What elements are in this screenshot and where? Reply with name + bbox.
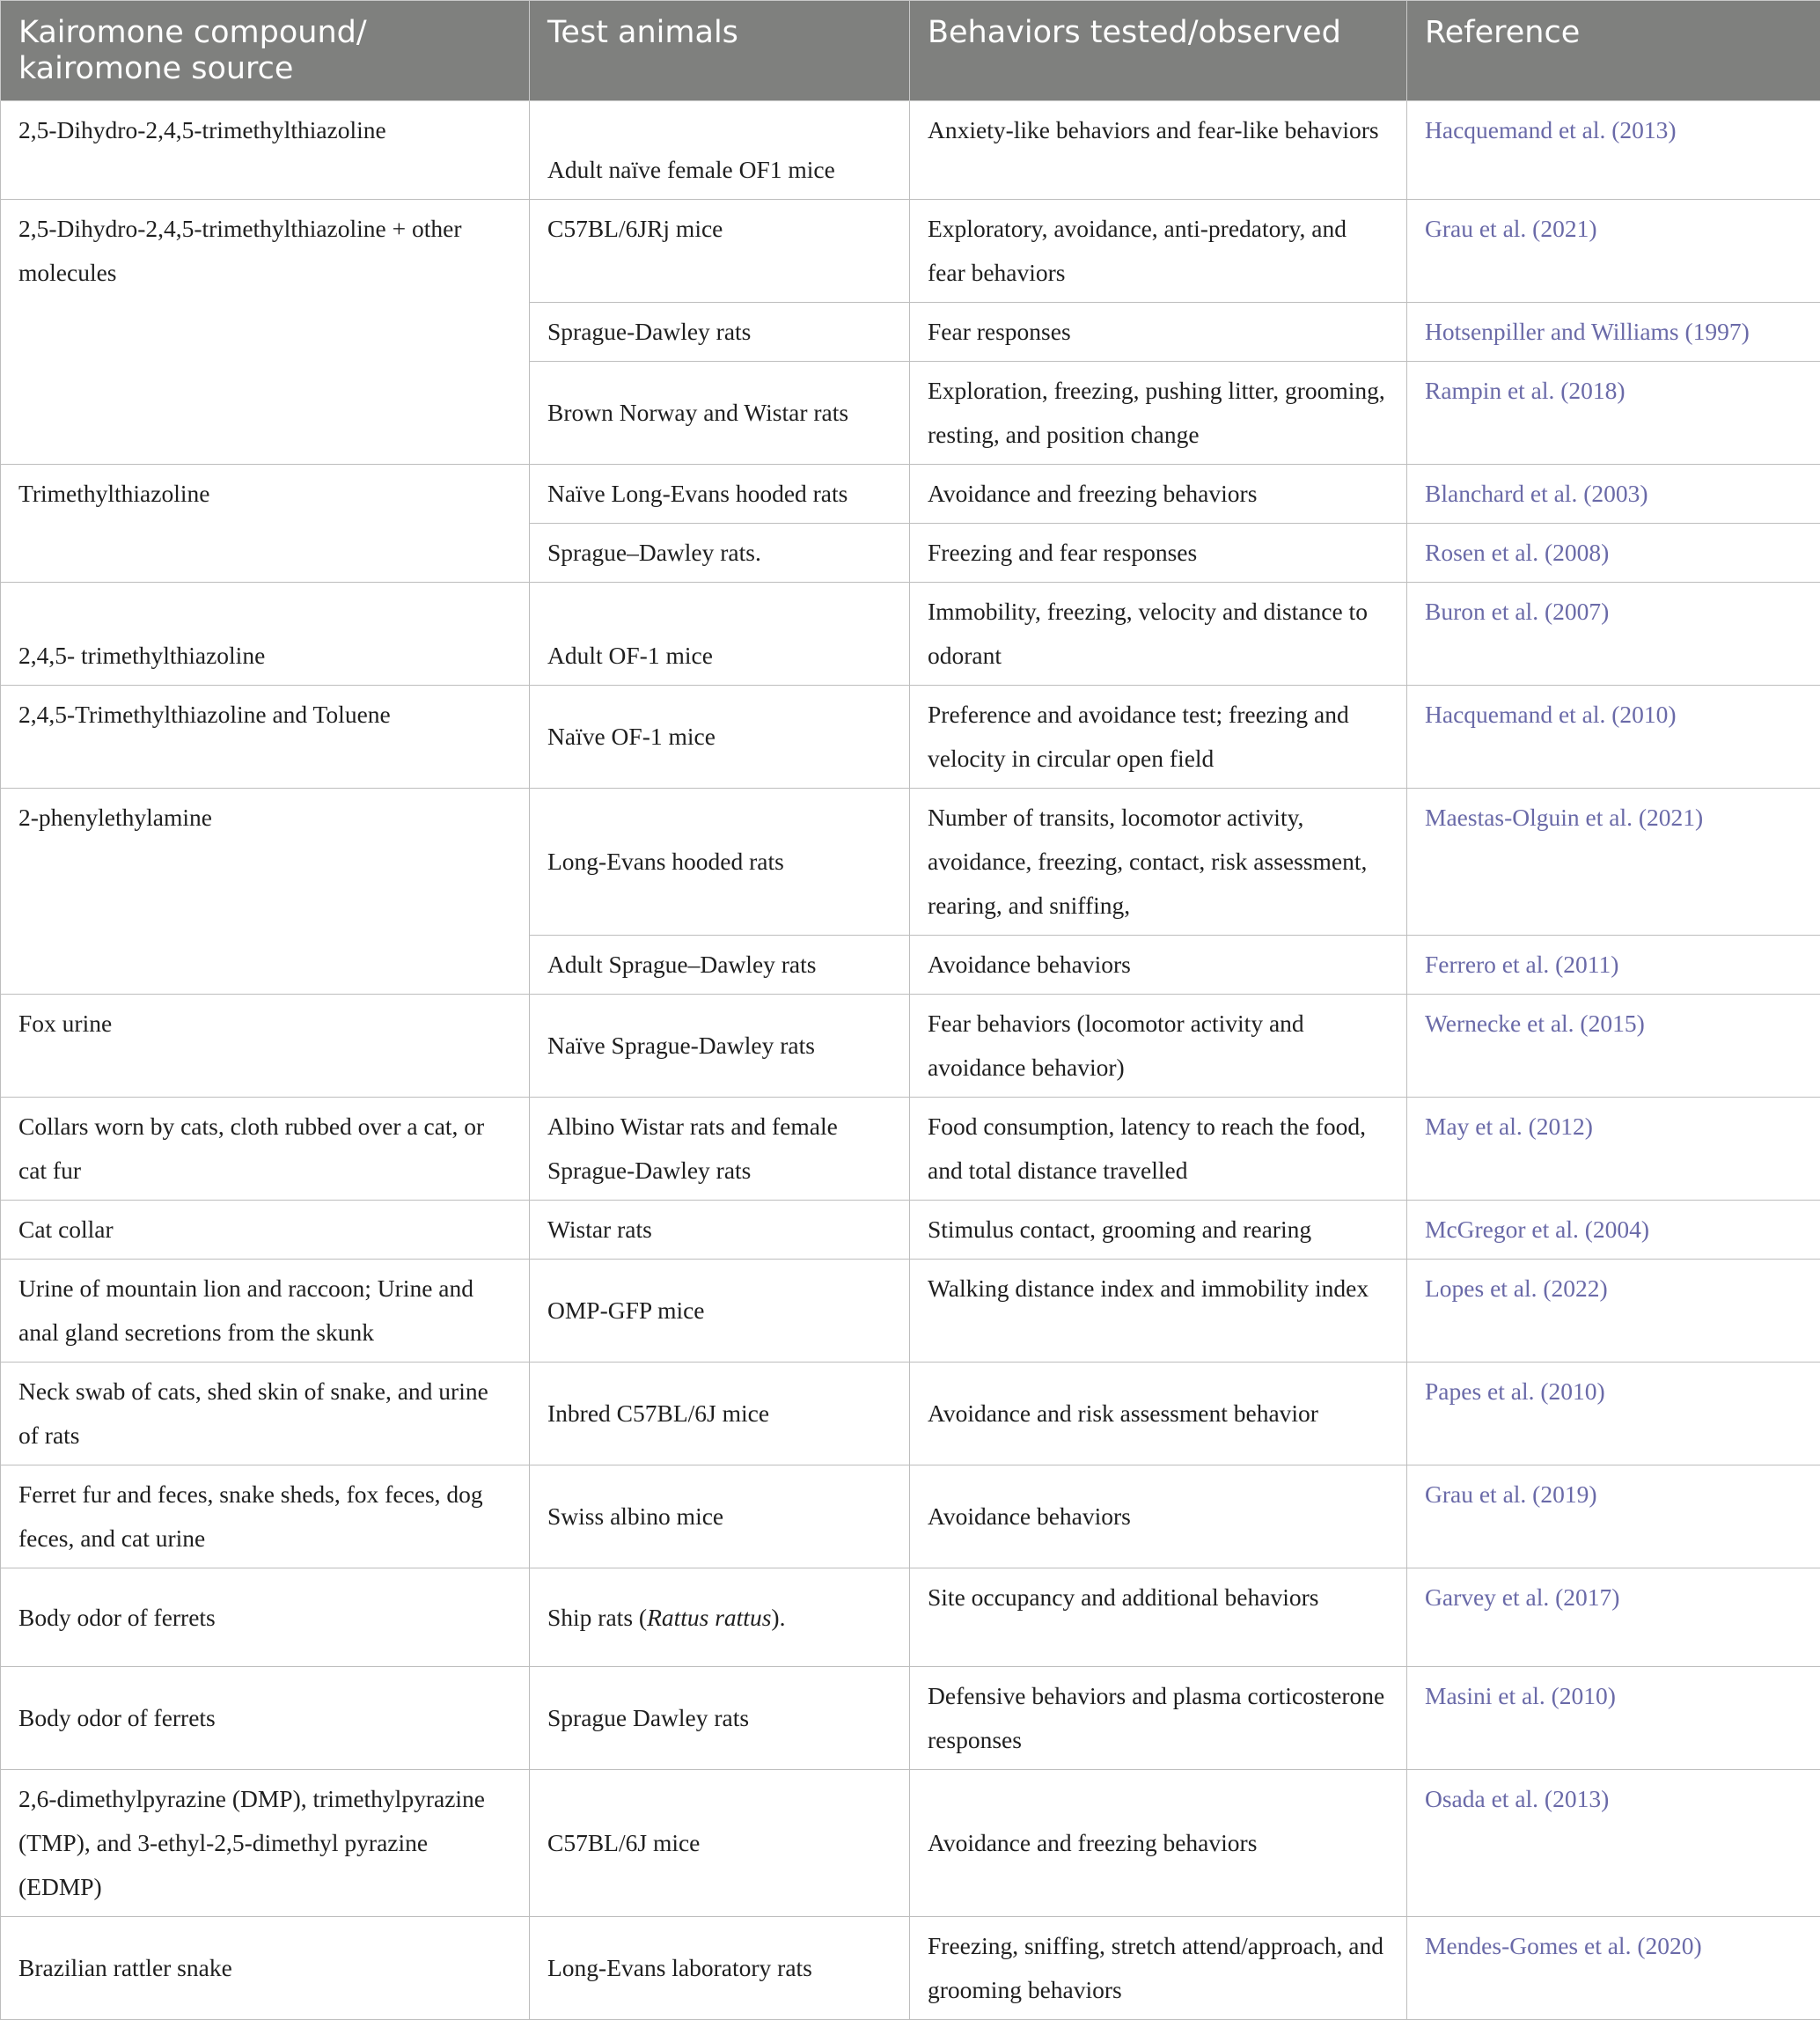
table-row	[1, 1260, 1820, 1363]
behaviors-cell: Exploration, freezing, pushing litter, grooming, resting, and position change	[910, 362, 1407, 465]
reference-link[interactable]: Hacquemand et al. (2013)	[1407, 101, 1820, 200]
test-animals-cell: Adult naïve female OF1 mice	[530, 101, 910, 200]
test-animals-cell: Albino Wistar rats and female Sprague-Dawley rats	[530, 1098, 910, 1201]
compound-cell: 2,5-Dihydro-2,4,5-trimethylthiazoline	[1, 101, 530, 200]
behaviors-cell: Avoidance and freezing behaviors	[910, 465, 1407, 524]
compound-cell: 2,5-Dihydro-2,4,5-trimethylthiazoline + other molecules	[1, 200, 530, 465]
compound-cell: Trimethylthiazoline	[1, 465, 530, 583]
reference-link[interactable]: Garvey et al. (2017)	[1407, 1568, 1820, 1667]
behaviors-cell: Defensive behaviors and plasma corticosterone responses	[910, 1667, 1407, 1770]
reference-link[interactable]: Papes et al. (2010)	[1407, 1363, 1820, 1465]
table-header	[1, 1, 1820, 101]
table-row	[1, 686, 1820, 789]
table-row	[1, 1667, 1820, 1770]
compound-cell: Collars worn by cats, cloth rubbed over a cat, or cat fur	[1, 1098, 530, 1201]
behaviors-cell: Freezing and fear responses	[910, 524, 1407, 583]
reference-link[interactable]: Grau et al. (2021)	[1407, 200, 1820, 303]
behaviors-cell: Avoidance and risk assessment behavior	[910, 1363, 1407, 1465]
table-row	[1, 1098, 1820, 1201]
test-animals-cell: C57BL/6J mice	[530, 1770, 910, 1917]
table-row	[1, 101, 1820, 200]
compound-cell: Body odor of ferrets	[1, 1667, 530, 1770]
test-animals-cell: Naïve Sprague-Dawley rats	[530, 995, 910, 1098]
test-animals-cell: Naïve OF-1 mice	[530, 686, 910, 789]
compound-cell: Neck swab of cats, shed skin of snake, and urine of rats	[1, 1363, 530, 1465]
test-animals-cell: Sprague-Dawley rats	[530, 303, 910, 362]
test-animals-cell: OMP-GFP mice	[530, 1260, 910, 1363]
compound-cell: Body odor of ferrets	[1, 1568, 530, 1667]
reference-link[interactable]: Lopes et al. (2022)	[1407, 1260, 1820, 1363]
reference-link[interactable]: Osada et al. (2013)	[1407, 1770, 1820, 1917]
reference-link[interactable]: Hacquemand et al. (2010)	[1407, 686, 1820, 789]
table-row	[1, 465, 1820, 524]
behaviors-cell: Preference and avoidance test; freezing and velocity in circular open field	[910, 686, 1407, 789]
reference-link[interactable]: Rosen et al. (2008)	[1407, 524, 1820, 583]
behaviors-cell: Food consumption, latency to reach the food, and total distance travelled	[910, 1098, 1407, 1201]
behaviors-cell: Walking distance index and immobility index	[910, 1260, 1407, 1363]
test-animals-cell: Long-Evans laboratory rats	[530, 1917, 910, 2020]
compound-cell: Urine of mountain lion and raccoon; Urine and anal gland secretions from the skunk	[1, 1260, 530, 1363]
reference-link[interactable]: McGregor et al. (2004)	[1407, 1201, 1820, 1260]
header-compound: Kairomone compound/ kairomone source	[1, 1, 530, 101]
table-row	[1, 1465, 1820, 1568]
behaviors-cell: Exploratory, avoidance, anti-predatory, and fear behaviors	[910, 200, 1407, 303]
table-row	[1, 583, 1820, 686]
reference-link[interactable]: Grau et al. (2019)	[1407, 1465, 1820, 1568]
table-body	[1, 101, 1820, 2020]
compound-cell: Fox urine	[1, 995, 530, 1098]
test-animals-cell: Adult OF-1 mice	[530, 583, 910, 686]
test-animals-cell: Sprague–Dawley rats.	[530, 524, 910, 583]
animals-text: Ship rats (	[547, 1604, 647, 1631]
behaviors-cell: Anxiety-like behaviors and fear-like behaviors	[910, 101, 1407, 200]
behaviors-cell: Fear responses	[910, 303, 1407, 362]
test-animals-cell	[530, 1568, 910, 1667]
behaviors-cell: Immobility, freezing, velocity and distance to odorant	[910, 583, 1407, 686]
reference-link[interactable]: Rampin et al. (2018)	[1407, 362, 1820, 465]
test-animals-cell: Naïve Long-Evans hooded rats	[530, 465, 910, 524]
reference-link[interactable]: Ferrero et al. (2011)	[1407, 936, 1820, 995]
reference-link[interactable]: Blanchard et al. (2003)	[1407, 465, 1820, 524]
test-animals-cell: Long-Evans hooded rats	[530, 789, 910, 936]
reference-link[interactable]: Buron et al. (2007)	[1407, 583, 1820, 686]
table-row	[1, 1363, 1820, 1465]
table-row	[1, 995, 1820, 1098]
compound-cell: 2-phenylethylamine	[1, 789, 530, 995]
test-animals-cell: Sprague Dawley rats	[530, 1667, 910, 1770]
test-animals-cell: Wistar rats	[530, 1201, 910, 1260]
test-animals-cell: C57BL/6JRj mice	[530, 200, 910, 303]
behaviors-cell: Avoidance behaviors	[910, 936, 1407, 995]
compound-cell: 2,6-dimethylpyrazine (DMP), trimethylpyrazine (TMP), and 3-ethyl-2,5-dimethyl pyrazine (EDMP)	[1, 1770, 530, 1917]
table-row	[1, 200, 1820, 303]
table-row	[1, 789, 1820, 936]
behaviors-cell: Avoidance behaviors	[910, 1465, 1407, 1568]
reference-link[interactable]: May et al. (2012)	[1407, 1098, 1820, 1201]
header-row	[1, 1, 1820, 101]
header-reference: Reference	[1407, 1, 1820, 101]
table-row	[1, 1201, 1820, 1260]
behaviors-cell: Number of transits, locomotor activity, avoidance, freezing, contact, risk assessment, rearing, and sniffing,	[910, 789, 1407, 936]
behaviors-cell: Fear behaviors (locomotor activity and avoidance behavior)	[910, 995, 1407, 1098]
test-animals-cell: Inbred C57BL/6J mice	[530, 1363, 910, 1465]
animals-text: ).	[771, 1604, 785, 1631]
table-row	[1, 1770, 1820, 1917]
test-animals-cell: Swiss albino mice	[530, 1465, 910, 1568]
behaviors-cell: Site occupancy and additional behaviors	[910, 1568, 1407, 1667]
table-row	[1, 1568, 1820, 1667]
behaviors-cell: Stimulus contact, grooming and rearing	[910, 1201, 1407, 1260]
behaviors-cell: Avoidance and freezing behaviors	[910, 1770, 1407, 1917]
reference-link[interactable]: Hotsenpiller and Williams (1997)	[1407, 303, 1820, 362]
reference-link[interactable]: Maestas-Olguin et al. (2021)	[1407, 789, 1820, 936]
reference-link[interactable]: Masini et al. (2010)	[1407, 1667, 1820, 1770]
reference-link[interactable]: Mendes-Gomes et al. (2020)	[1407, 1917, 1820, 2020]
compound-cell: Cat collar	[1, 1201, 530, 1260]
header-test-animals: Test animals	[530, 1, 910, 101]
reference-link[interactable]: Wernecke et al. (2015)	[1407, 995, 1820, 1098]
compound-cell: Brazilian rattler snake	[1, 1917, 530, 2020]
table-row	[1, 1917, 1820, 2020]
compound-cell: 2,4,5- trimethylthiazoline	[1, 583, 530, 686]
compound-cell: Ferret fur and feces, snake sheds, fox feces, dog feces, and cat urine	[1, 1465, 530, 1568]
species-name: Rattus rattus	[647, 1604, 771, 1631]
compound-cell: 2,4,5-Trimethylthiazoline and Toluene	[1, 686, 530, 789]
header-behaviors: Behaviors tested/observed	[910, 1, 1407, 101]
test-animals-cell: Adult Sprague–Dawley rats	[530, 936, 910, 995]
test-animals-cell: Brown Norway and Wistar rats	[530, 362, 910, 465]
behaviors-cell: Freezing, sniffing, stretch attend/approach, and grooming behaviors	[910, 1917, 1407, 2020]
